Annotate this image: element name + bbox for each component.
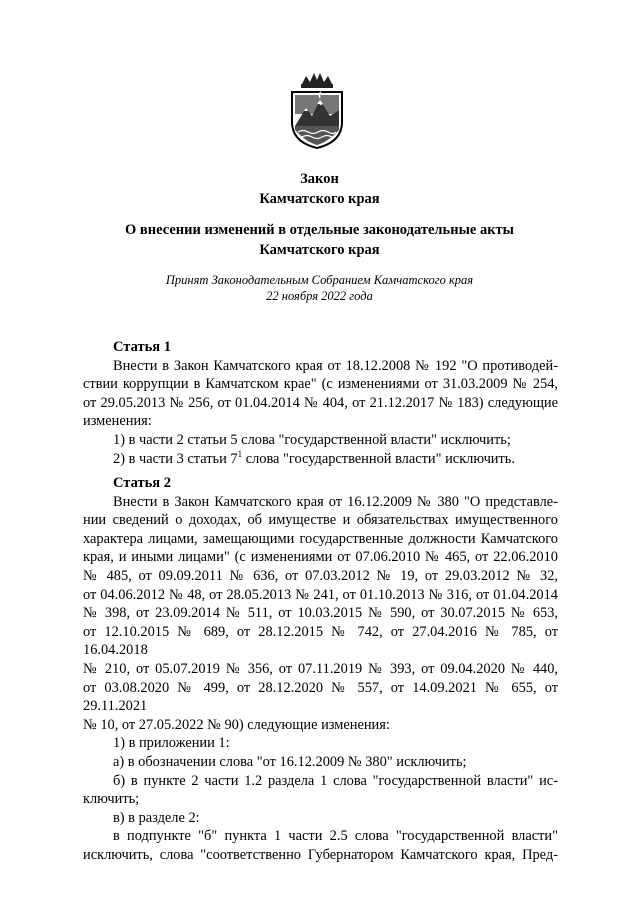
article-2-heading: Статья 2 [113,475,171,491]
article-2-line: № 210, от 05.07.2019 № 356, от 07.11.2019 № 393, от 09.04.2020 № 440, [83,660,558,677]
article-2-item-1: 1) в приложении 1: [113,735,230,752]
article-1-line: изменения: [83,413,152,430]
kamchatka-coat-of-arms-icon [288,70,346,150]
article-1-line: от 29.05.2013 № 256, от 01.04.2014 № 404, от 21.12.2017 № 183) следующие [83,394,558,411]
adoption-note [80,272,559,304]
law-title-line2: Камчатского края [259,191,380,207]
article-2-item-1b: б) в пункте 2 части 1.2 раздела 1 слова "государственной власти" ис- [113,772,558,789]
article-1-item-2 [83,450,558,469]
article-2-item-1a: а) в обозначении слова "от 16.12.2009 № 380" исключить; [113,753,467,770]
article-1-item-2-start: 2) в части 3 статьи 7 [113,450,238,467]
law-subject [80,220,559,260]
adoption-note-date: 22 ноября 2022 года [266,289,373,303]
article-1-item-2-end: слова "государственной власти" исключить. [242,450,515,467]
article-2-line: характера лицами, замещающими государственные должности Камчатского [83,530,558,547]
article-2-line: края, и иными лицами" (с изменениями от 07.06.2010 № 465, от 22.06.2010 [83,549,558,566]
article-1-item-2-superscript: 1 [237,448,243,459]
article-2-subpoint: в подпункте "б" пункта 1 части 2.5 слова "государственной власти" [113,828,558,845]
article-2 [83,474,558,864]
article-2-line: № 10, от 27.05.2022 № 90) следующие изменения: [83,716,390,733]
article-2-item-1b-cont: ключить; [83,791,140,808]
law-title [80,169,559,209]
article-2-line: № 398, от 23.09.2014 № 511, от 10.03.2015 № 590, от 30.07.2015 № 653, [83,605,558,622]
adoption-note-line1: Принят Законодательным Собранием Камчатского края [165,273,474,287]
article-2-subpoint-cont: исключить, слова "соответственно Губернатором Камчатского края, Пред- [83,846,558,863]
article-2-line: нии сведений о доходах, об имуществе и обязательствах имущественного [83,512,558,529]
article-1-line: Внести в Закон Камчатского края от 18.12.2008 № 192 "О противодей- [113,357,558,374]
law-subject-line2: Камчатского края [259,242,380,258]
article-2-line: Внести в Закон Камчатского края от 16.12.2009 № 380 "О представле- [113,493,558,510]
article-2-line: № 485, от 09.09.2011 № 636, от 07.03.2012 № 19, от 29.03.2012 № 32, [83,567,558,584]
law-title-line1: Закон [300,171,339,187]
article-1-item-1: 1) в части 2 статьи 5 слова "государственной власти" исключить; [113,431,511,448]
law-subject-line1: О внесении изменений в отдельные законодательные акты [125,222,514,238]
article-1 [83,338,558,468]
article-2-line: от 12.10.2015 № 689, от 28.12.2015 № 742, от 27.04.2016 № 785, от 16.04.2018 [83,623,558,659]
article-2-line: от 03.08.2020 № 499, от 28.12.2020 № 557, от 14.09.2021 № 655, от 29.11.2021 [83,679,558,715]
article-1-line: ствии коррупции в Камчатском крае" (с изменениями от 31.03.2009 № 254, [83,376,558,393]
article-2-item-1c: в) в разделе 2: [113,809,200,826]
article-1-heading: Статья 1 [113,339,171,355]
article-2-line: от 04.06.2012 № 48, от 28.05.2013 № 241, от 01.10.2013 № 316, от 01.04.2014 [83,586,558,603]
